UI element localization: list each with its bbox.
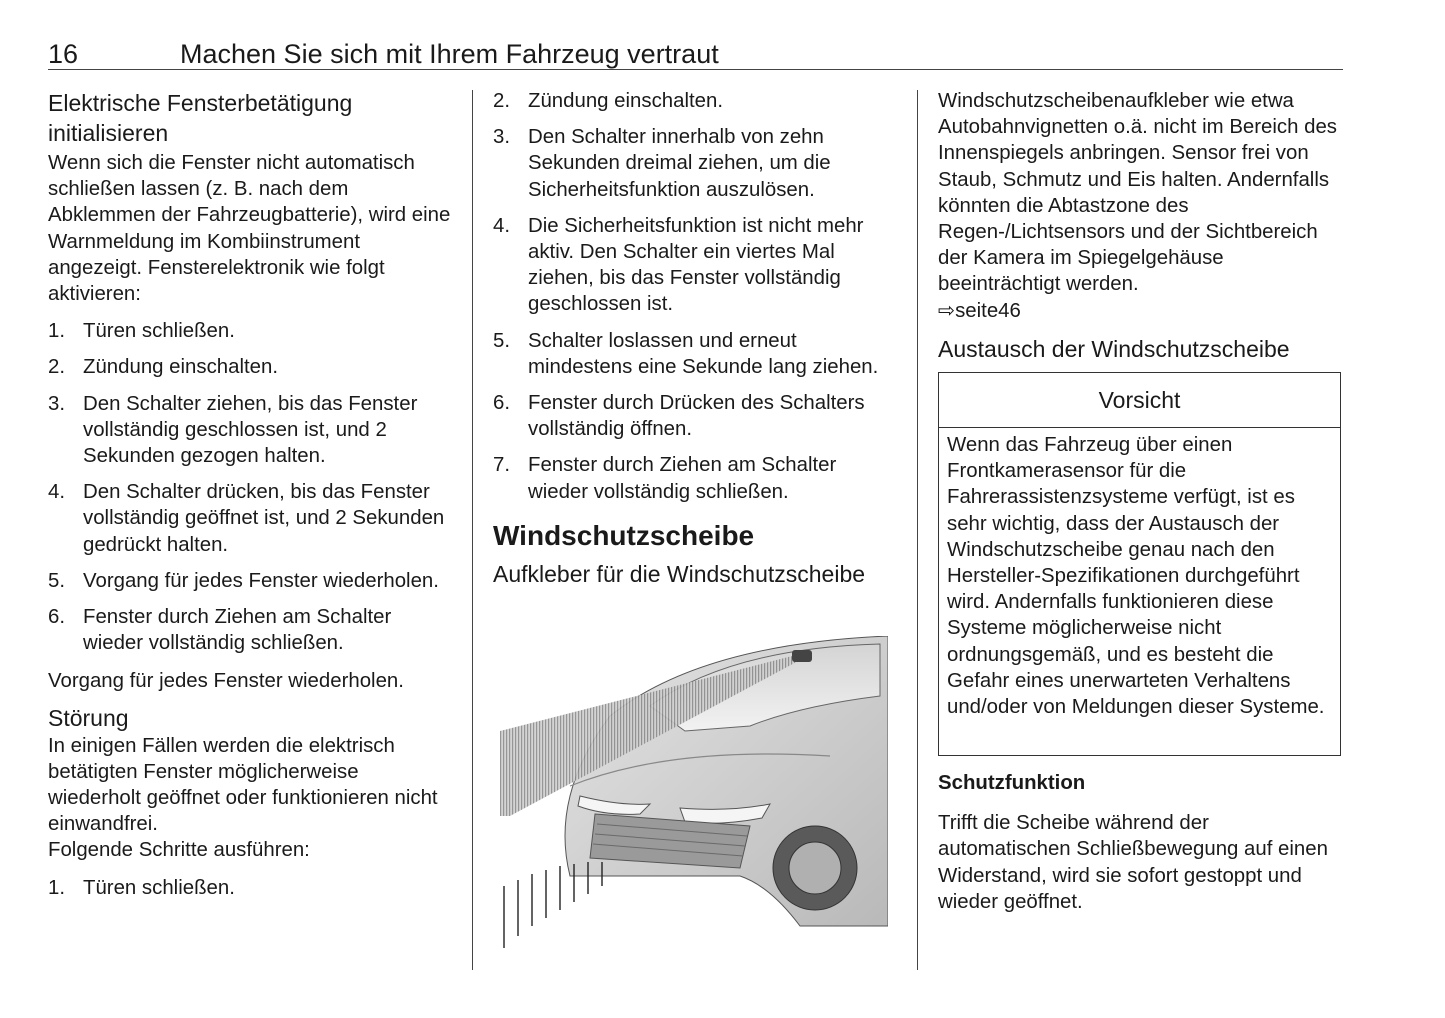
step-text: Den Schalter drücken, bis das Fenster vollständig geöffnet ist, und 2 Sekunden gedrückt halten.: [83, 481, 445, 556]
heading-line-1: Elektrische Fensterbetätigung: [48, 90, 353, 116]
step-text: Fenster durch Drücken des Schalters vollständig öffnen.: [528, 392, 865, 441]
column-right: [938, 88, 1343, 364]
step-text: Türen schließen.: [83, 320, 235, 343]
repeat-note: Vorgang für jedes Fenster wiederholen.: [48, 670, 404, 693]
step-text: Vorgang für jedes Fenster wiederholen.: [83, 569, 439, 592]
step-text: Zündung einschalten.: [528, 90, 723, 112]
step-text: Türen schließen.: [83, 876, 235, 899]
heading-line-2: initialisieren: [48, 120, 169, 146]
caution-title: Vorsicht: [939, 373, 1340, 428]
list-item: [48, 875, 453, 901]
section-heading-window-init: [48, 88, 453, 148]
list-item: [48, 318, 453, 344]
sticker-paragraph: Windschutzscheibenaufkleber wie etwa Autobahnvignetten o.ä. nicht im Bereich des Innenspiegels anbringen. Sensor frei von Staub, Schmutz und Eis halten. Andernfalls könnten die Abtastzone des Regen-/Lichtsensors und der Sichtbereich der Kamera im Spiegelgehäuse beeinträchtigt werden.: [938, 90, 1338, 296]
step-number: 5.: [493, 329, 511, 352]
step-text: Die Sicherheitsfunktion ist nicht mehr aktiv. Den Schalter ein viertes Mal ziehen, bis das Fenster vollständig geschlossen ist.: [528, 214, 864, 316]
step-text: Fenster durch Ziehen am Schalter wieder vollständig schließen.: [83, 606, 392, 655]
column-divider-left: [472, 90, 473, 970]
step-text: Den Schalter innerhalb von zehn Sekunden dreimal ziehen, um die Sicherheitsfunktion auszulösen.: [528, 126, 831, 201]
step-number: 2.: [493, 90, 511, 112]
step-text: Den Schalter ziehen, bis das Fenster vollständig geschlossen ist, und 2 Sekunden gezogen halten.: [83, 392, 418, 468]
column-left: [48, 88, 453, 901]
list-item: [48, 604, 453, 656]
step-number: 6.: [48, 606, 66, 629]
fault-action: Folgende Schritte ausführen:: [48, 839, 310, 862]
page-reference[interactable]: [938, 298, 1343, 324]
step-text: Fenster durch Ziehen am Schalter wieder vollständig schließen.: [528, 454, 837, 503]
list-item: [493, 88, 893, 114]
column-middle: [493, 88, 893, 589]
step-number: 4.: [48, 481, 66, 504]
step-text: Zündung einschalten.: [83, 356, 278, 379]
fault-paragraph: In einigen Fällen werden die elektrisch betätigten Fenster möglicherweise wiederholt geöffnet oder funktionieren nicht einwandfrei.: [48, 734, 438, 836]
list-item: [493, 213, 893, 318]
list-item: [48, 479, 453, 558]
protect-paragraph: Trifft die Scheibe während der automatischen Schließbewegung auf einen Widerstand, wird sie sofort gestoppt und wieder geöffnet.: [938, 812, 1328, 913]
list-item: [493, 452, 893, 504]
caution-text: Wenn das Fahrzeug über einen Frontkamerasensor für die Fahrerassistenzsysteme verfügt, ist es sehr wichtig, dass der Austausch der Windschutzscheibe genau nach den Hersteller-Spezifikationen durchgeführt wird. Andernfalls funktionieren diese Systeme möglicherweise nicht ordnungsgemäß, und es besteht die Gefahr eines unerwarteten Verhaltens und/oder von Meldungen dieser Systeme.: [947, 434, 1325, 719]
page-number: 16: [48, 39, 79, 69]
list-item: [493, 124, 893, 203]
step-number: 6.: [493, 392, 511, 415]
protect-heading: Schutzfunktion: [938, 772, 1086, 794]
step-text: Schalter loslassen und erneut mindestens eine Sekunde lang ziehen.: [528, 329, 879, 378]
page-reference-link[interactable]: seite46: [955, 299, 1021, 322]
car-windshield-illustration: [500, 636, 888, 948]
step-number: 5.: [48, 569, 66, 592]
replace-heading: Austausch der Windschutzscheibe: [938, 335, 1290, 362]
camera-housing: [792, 650, 812, 662]
fault-heading: Störung: [48, 704, 129, 731]
fault-steps-list: [48, 875, 453, 901]
sticker-subheading: Aufkleber für die Windschutzscheibe: [493, 560, 866, 587]
step-number: 7.: [493, 454, 511, 477]
caution-box: [938, 372, 1341, 756]
arrow-right-icon: ⇨: [938, 299, 956, 322]
init-steps-list: [48, 318, 453, 656]
step-number: 3.: [493, 126, 511, 149]
step-number: 4.: [493, 214, 511, 237]
list-item: [48, 391, 453, 470]
step-number: 2.: [48, 356, 66, 379]
windshield-heading: Windschutzscheibe: [493, 519, 755, 551]
fault-steps-continued: [493, 88, 893, 505]
step-number: 3.: [48, 392, 66, 415]
intro-paragraph: Wenn sich die Fenster nicht automatisch schließen lassen (z. B. nach dem Abklemmen der Fahrzeugbatterie), wird eine Warnmeldung im Kombiinstrument angezeigt. Fensterelektronik wie folgt aktivieren:: [48, 152, 451, 306]
step-number: 1.: [48, 876, 66, 899]
step-number: 1.: [48, 320, 66, 343]
list-item: [48, 568, 453, 594]
list-item: [493, 390, 893, 442]
list-item: [493, 328, 893, 380]
list-item: [48, 354, 453, 380]
header-rule: [48, 69, 1343, 70]
column-divider-right: [917, 90, 918, 970]
page-title: Machen Sie sich mit Ihrem Fahrzeug vertraut: [180, 39, 719, 69]
column-right-lower: [938, 770, 1343, 915]
